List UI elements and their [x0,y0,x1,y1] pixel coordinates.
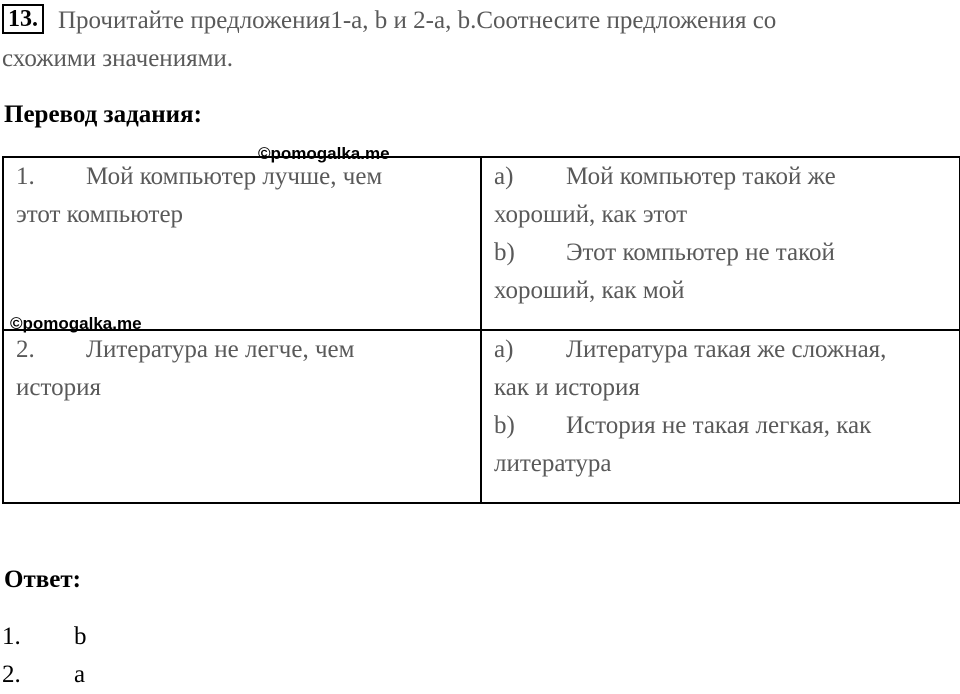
row1-option-a-text: Мой компьютер такой же [566,163,836,190]
row2-right-cell [481,330,960,503]
row2-text-cont: история [16,374,101,401]
row2-left-cell [3,330,481,503]
task-number: 13. [2,4,44,34]
task-text-line1: Прочитайте предложения1-a, b и 2-a, b.Соотнесите предложения со [58,7,777,34]
row1-option-a-letter: a) [494,163,514,190]
task-text-line2: схожими значениями. [2,45,234,72]
answer-list [2,618,87,694]
row2-number: 2. [16,336,35,363]
watermark-left: ©pomogalka.me [10,314,142,333]
row1-option-b-text: Этот компьютер не такой [566,239,835,266]
row2-option-b-letter: b) [494,412,515,439]
row2-option-a-text: Литература такая же сложная, [566,336,887,363]
row1-number: 1. [16,163,35,190]
row1-right-cell [481,157,960,330]
translation-heading: Перевод задания: [4,101,202,128]
watermark-top: ©pomogalka.me [258,144,390,163]
row1-option-b-letter: b) [494,239,515,266]
answer2-number: 2. [2,661,21,688]
row1-option-a-cont: хороший, как этот [494,201,688,228]
answer1-number: 1. [2,623,21,650]
answer2-value: a [74,661,86,688]
answer-heading: Ответ: [4,566,81,593]
list-item [2,618,87,656]
row1-option-b-cont: хороший, как мой [494,277,685,304]
row2-option-b-text: История не такая легкая, как [566,412,872,439]
row2-option-b-cont: литература [494,450,612,477]
row1-text-cont: этот компьютер [16,201,184,228]
list-item [2,656,87,694]
row1-left-cell [3,157,481,330]
table-row [3,330,960,503]
matching-table [2,156,960,504]
row1-text: Мой компьютер лучше, чем [86,163,383,190]
task-statement [2,2,942,78]
row2-text: Литература не легче, чем [86,336,355,363]
row2-option-a-letter: a) [494,336,514,363]
answer1-value: b [74,623,87,650]
table-row [3,157,960,330]
row2-option-a-cont: как и история [494,374,640,401]
